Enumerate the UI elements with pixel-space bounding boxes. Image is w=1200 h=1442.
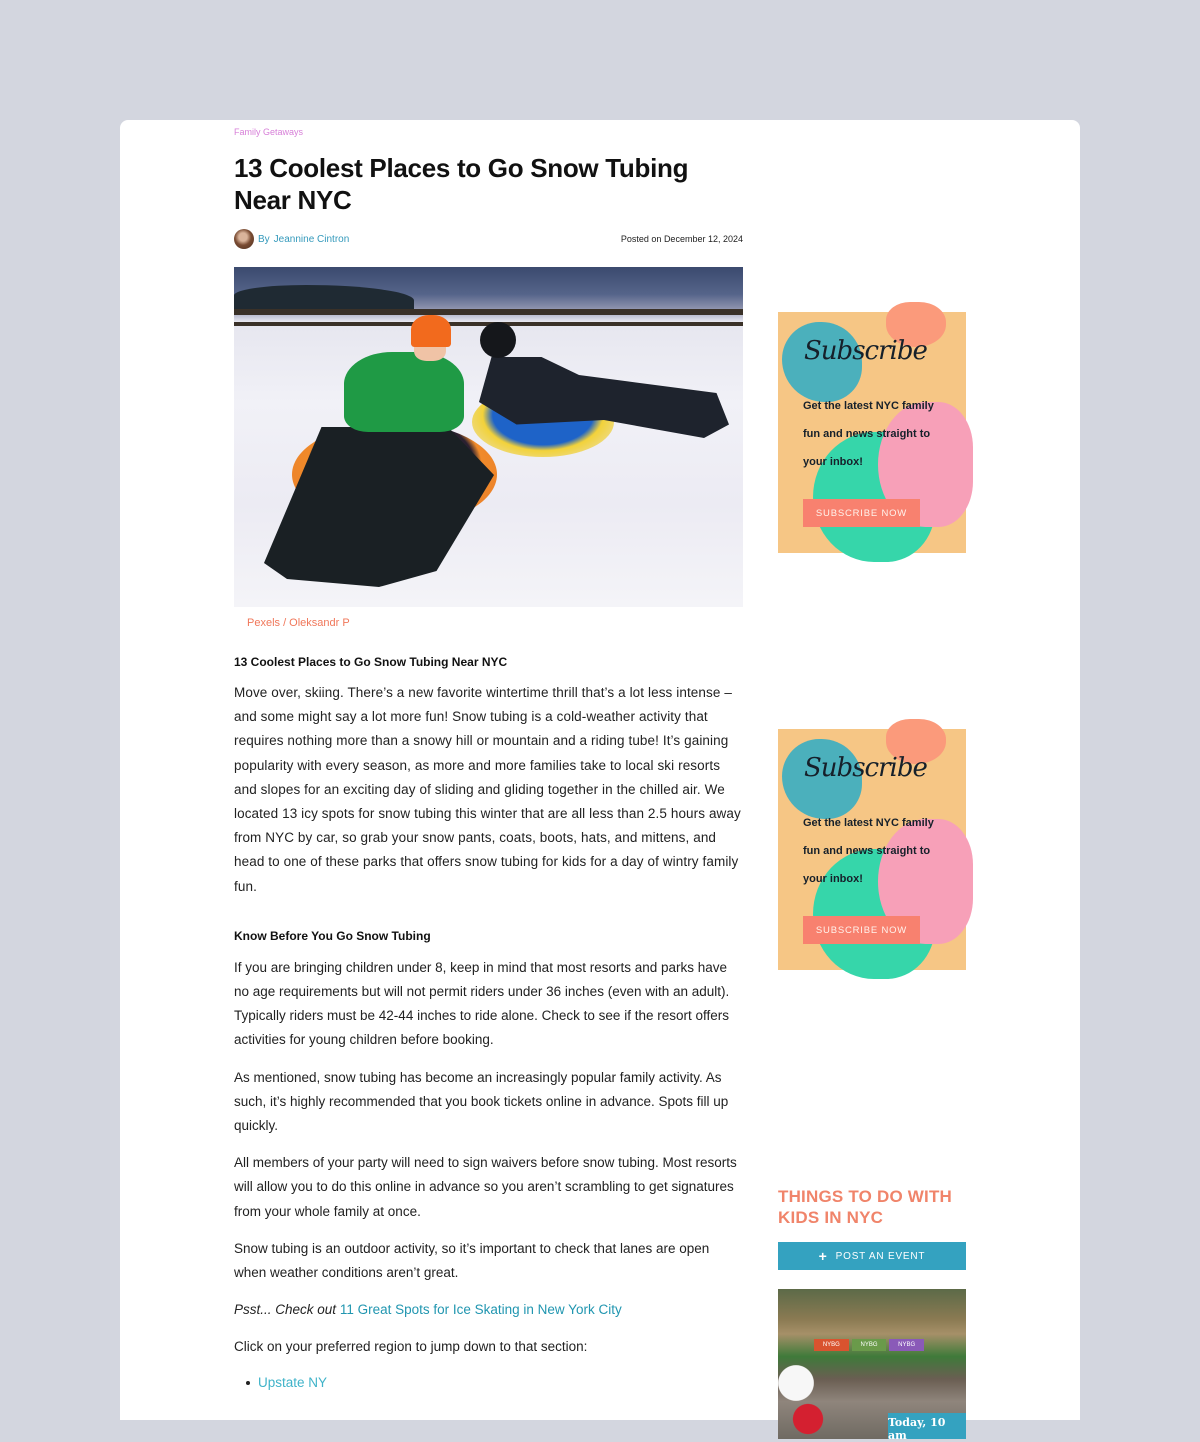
subscribe-text: Get the latest NYC family fun and news straight to your inbox! [803, 400, 934, 468]
category-link[interactable]: Family Getaways [234, 127, 304, 137]
image-kid-right-hat [480, 322, 516, 358]
image-kid-left-hat [411, 315, 451, 347]
author-prefix: By [258, 233, 270, 245]
article-meta [234, 228, 743, 250]
intro-heading: 13 Coolest Places to Go Snow Tubing Near NYC [234, 655, 508, 669]
post-date: Posted on December 12, 2024 [620, 234, 743, 244]
subscribe-card[interactable] [778, 312, 966, 553]
event-card[interactable] [778, 1289, 966, 1442]
subscribe-now-button[interactable]: SUBSCRIBE NOW [803, 916, 920, 944]
image-credit: Pexels / Oleksandr P [247, 617, 350, 629]
subscribe-card[interactable] [778, 729, 966, 970]
body-paragraph: If you are bringing children under 8, keep in mind that most resorts and parks have no age requirements but will not permit riders under 36 inches (even with an adult). Typically riders must be 42-44 inches to ride alone. Check to see if the resort offers activities for young children before booking. [234, 959, 730, 1048]
subscribe-now-button[interactable]: SUBSCRIBE NOW [803, 499, 920, 527]
regions-intro: Click on your preferred region to jump down to that section: [234, 1339, 588, 1355]
ice-skating-link[interactable]: 11 Great Spots for Ice Skating in New York City [339, 1302, 622, 1318]
body-paragraph: As mentioned, snow tubing has become an increasingly popular family activity. As such, it’s highly recommended that you book tickets online in advance. Spots fill up quickly. [234, 1069, 729, 1134]
image-kid-left-coat [344, 352, 464, 432]
event-image-flowers [778, 1359, 838, 1439]
region-link-upstate-ny[interactable]: Upstate NY [258, 1374, 328, 1390]
body-paragraph: All members of your party will need to sign waivers before snow tubing. Most resorts will allow you to do this online in advance so you aren’t scrambling to get signatures from your whole family at once. [234, 1155, 737, 1219]
region-item [246, 1372, 743, 1394]
body-paragraph: Snow tubing is an outdoor activity, so it’s important to check that lanes are open when weather conditions aren’t great. [234, 1240, 710, 1281]
subscribe-title: Subscribe [804, 336, 927, 366]
article-main [234, 120, 743, 1394]
things-to-do-title: THINGS TO DO WITH KIDS IN NYC [778, 1187, 953, 1227]
train-car: NYBG [814, 1339, 849, 1351]
post-event-label: POST AN EVENT [835, 1250, 926, 1262]
psst-paragraph [234, 1298, 743, 1322]
plus-icon: + [818, 1248, 828, 1264]
article-page [120, 120, 1080, 1442]
post-event-button[interactable] [778, 1242, 966, 1270]
event-time-badge: Today, 10 am [888, 1413, 966, 1439]
author-avatar [234, 229, 254, 249]
article-title: 13 Coolest Places to Go Snow Tubing Near NYC [234, 153, 689, 215]
train-car: NYBG [889, 1339, 924, 1351]
subscribe-text: Get the latest NYC family fun and news straight to your inbox! [803, 817, 934, 885]
hero-image [234, 267, 743, 607]
regions-list [234, 1372, 743, 1394]
subscribe-title: Subscribe [804, 753, 927, 783]
author-byline [234, 229, 349, 249]
event-image-train [814, 1339, 924, 1351]
section-heading: Know Before You Go Snow Tubing [234, 928, 431, 943]
psst-prefix: Psst... Check out [234, 1302, 337, 1318]
author-link[interactable]: Jeannine Cintron [273, 233, 350, 245]
image-fence [234, 309, 743, 315]
intro-paragraph: Move over, skiing. There’s a new favorite wintertime thrill that’s a lot less intense – and some might say a lot more fun! Snow tubing is a cold-weather activity that requires nothing more than a snowy hill or mountain and a riding tube! It’s gaining popularity with every season, as more and more families take to local ski resorts and slopes for an exciting day of sliding and gliding together in the chilled air. We located 13 icy spots for snow tubing this winter that are all less than 2.5 hours away from NYC by car, so grab your snow pants, coats, boots, hats, and mittens, and head to one of these parks that offers snow tubing for kids for a day of wintry family fun. [234, 685, 741, 894]
train-car: NYBG [852, 1339, 887, 1351]
image-kid-left-legs [264, 427, 494, 587]
image-treeline [234, 285, 414, 311]
